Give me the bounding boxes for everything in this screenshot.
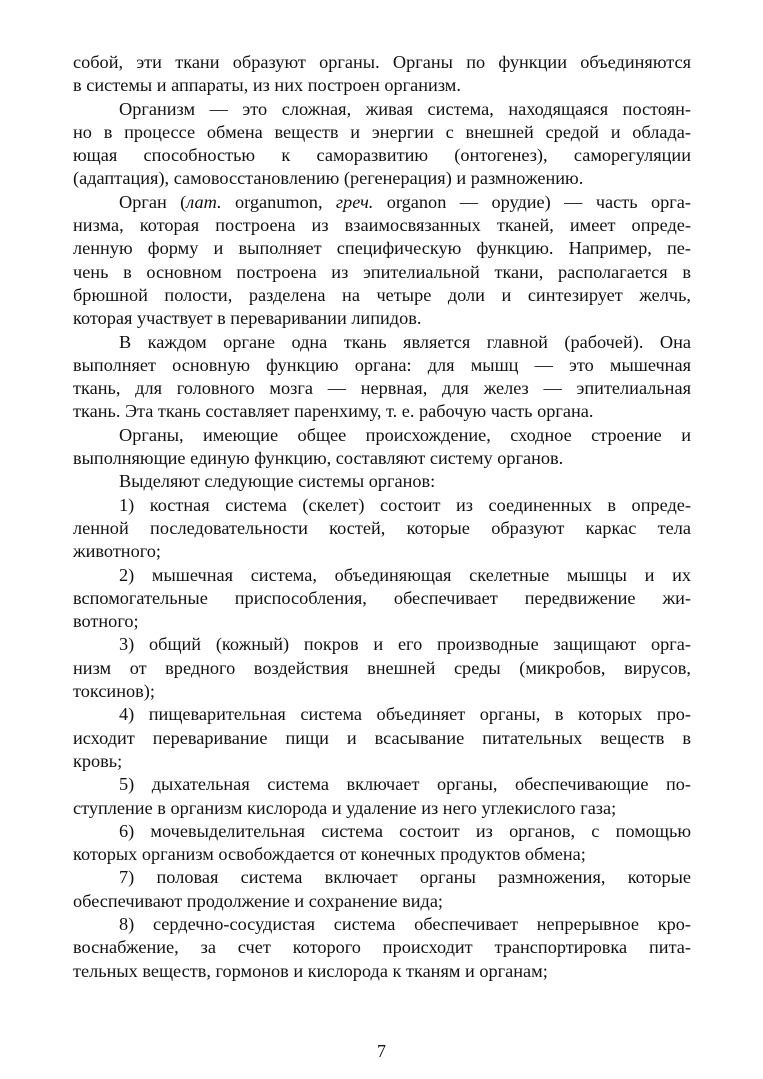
text-line: выполняет основную функцию органа: для мышц — это мышечная <box>73 354 691 375</box>
text-line: ющая способностью к саморазвитию (онтогенез), саморегуляции <box>73 145 691 166</box>
text-line: (адаптация), самовосстановлению (регенерация) и размножению. <box>73 168 584 189</box>
text-line: исходит переваривание пищи и всасывание питательных веществ в <box>73 727 691 748</box>
italic-term: греч. <box>335 191 374 212</box>
paragraph <box>73 470 691 493</box>
paragraph <box>73 331 691 424</box>
text-line: кровь; <box>73 750 123 771</box>
text-line: обеспечивают продолжение и сохранение вида; <box>73 890 444 911</box>
paragraph <box>73 191 691 331</box>
text-line: низма, которая построена из взаимосвязанных тканей, имеет опреде- <box>73 215 691 236</box>
text-line: которых организм освобождается от конечных продуктов обмена; <box>73 844 586 865</box>
text-line: чень в основном построена из эпителиальной ткани, располагается в <box>73 261 691 282</box>
paragraph <box>73 424 691 471</box>
paragraph <box>73 51 691 98</box>
text-line: в системы и аппараты, из них построен организм. <box>73 75 461 96</box>
text-line: Выделяют следующие системы органов: <box>119 471 436 492</box>
text-line: ленную форму и выполняет специфическую функцию. Например, пе- <box>73 238 691 259</box>
text-line: которая участвует в переваривании липидов. <box>73 308 422 329</box>
text-line: 1) костная система (скелет) состоит из соединенных в опреде- <box>119 494 691 515</box>
text-line: Орган (лат. organumon, греч. organon — орудие) — часть орга- <box>119 191 691 212</box>
text-line: но в процессе обмена веществ и энергии с внешней средой и облада- <box>73 121 691 142</box>
paragraph <box>73 633 691 703</box>
text-line: воснабжение, за счет которого происходит транспортировка пита- <box>73 937 691 958</box>
text-line: 7) половая система включает органы размножения, которые <box>119 867 691 888</box>
paragraph <box>73 866 691 913</box>
text-line: выполняющие единую функцию, составляют систему органов. <box>73 448 564 469</box>
paragraph <box>73 773 691 820</box>
text-line: В каждом органе одна ткань является главной (рабочей). Она <box>119 331 691 352</box>
paragraph <box>73 98 691 191</box>
text-line: ступление в организм кислорода и удаление из него углекислого газа; <box>73 797 617 818</box>
text-line: Организм — это сложная, живая система, находящаяся постоян- <box>119 98 691 119</box>
page-number: 7 <box>377 1041 386 1061</box>
text-line: низм от вредного воздействия внешней среды (микробов, вирусов, <box>73 657 691 678</box>
text-line: ленной последовательности костей, которые образуют каркас тела <box>73 517 691 538</box>
text-line: 6) мочевыделительная система состоит из органов, с помощью <box>119 820 691 841</box>
text-line: токсинов); <box>73 681 155 702</box>
text-line: вотного; <box>73 611 139 632</box>
paragraph <box>73 820 691 867</box>
paragraph <box>73 913 691 983</box>
text-line: тельных веществ, гормонов и кислорода к тканям и органам; <box>73 960 548 981</box>
text-line: брюшной полости, разделена на четыре доли и синтезирует желчь, <box>73 284 691 305</box>
text-line: ткань, для головного мозга — нервная, для желез — эпителиальная <box>73 378 691 399</box>
text-line: Органы, имеющие общее происхождение, сходное строение и <box>119 424 691 445</box>
text-line: 2) мышечная система, объединяющая скелетные мышцы и их <box>119 564 691 585</box>
text-line: 4) пищеварительная система объединяет органы, в которых про- <box>119 704 691 725</box>
text-line: 5) дыхательная система включает органы, обеспечивающие по- <box>119 774 691 795</box>
text-line: собой, эти ткани образуют органы. Органы по функции объединяются <box>73 52 691 72</box>
text-line: животного; <box>73 541 161 562</box>
paragraph <box>73 564 691 634</box>
text-line: 3) общий (кожный) покров и его производные защищают орга- <box>119 634 691 655</box>
body-text <box>73 51 691 983</box>
paragraph <box>73 494 691 564</box>
text-line: 8) сердечно-сосудистая система обеспечивает непрерывное кро- <box>119 913 691 934</box>
paragraph <box>73 703 691 773</box>
italic-term: лат. <box>186 191 222 212</box>
text-line: ткань. Эта ткань составляет паренхиму, т. е. рабочую часть органа. <box>73 401 594 422</box>
text-line: вспомогательные приспособления, обеспечивает передвижение жи- <box>73 587 691 608</box>
